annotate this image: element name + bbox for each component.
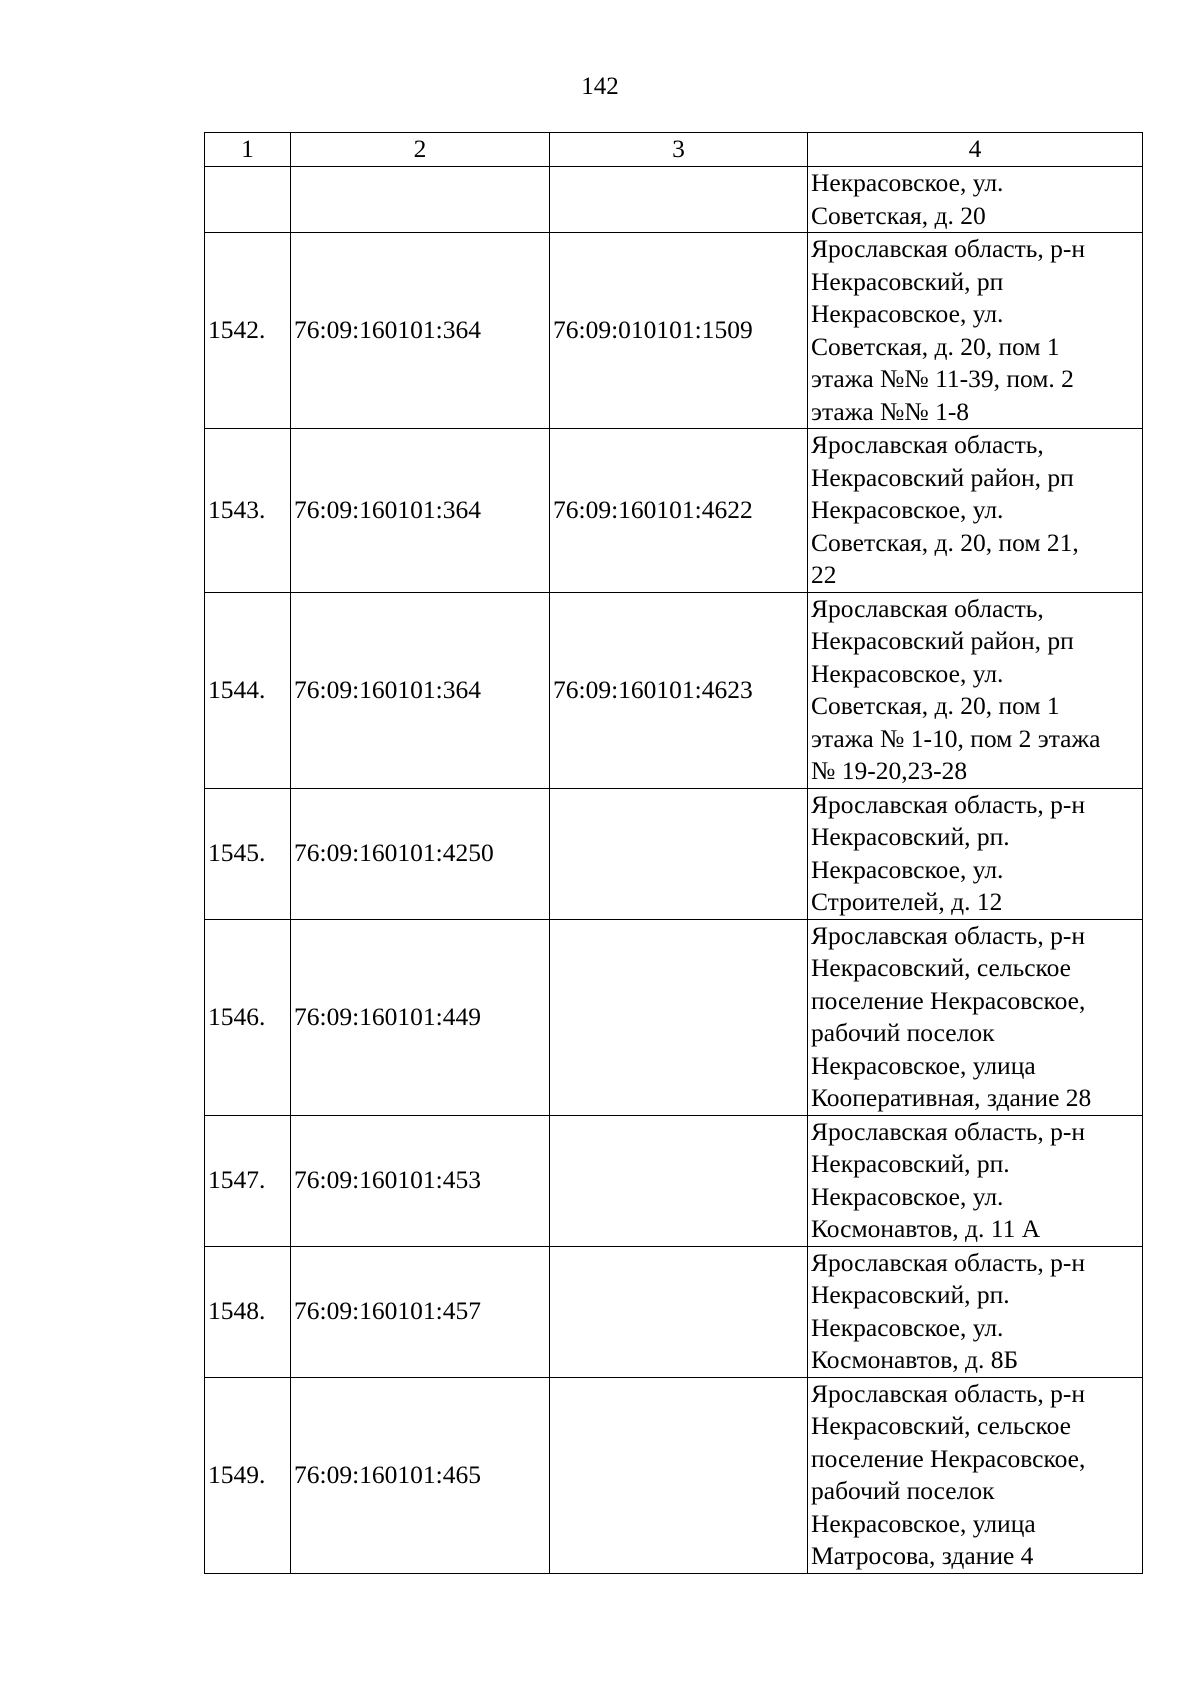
- cadastral-object-cell: 76:09:160101:4623: [550, 592, 808, 788]
- row-number-cell: 1544.: [205, 592, 291, 788]
- address-line: Ярославская область, р-н: [811, 1116, 1086, 1146]
- row-number-cell: [205, 167, 291, 233]
- row-number-cell: 1548.: [205, 1246, 291, 1377]
- header-col-3: 3: [550, 133, 808, 167]
- page-number: 142: [581, 73, 619, 100]
- cadastral-object-cell: [550, 1246, 808, 1377]
- address-line: Ярославская область, р-н: [811, 234, 1086, 263]
- cadastral-object-cell: [550, 788, 808, 919]
- address-line: Советская, д. 20, пом 1: [811, 331, 1060, 361]
- cadastral-object-cell: [550, 1377, 808, 1573]
- address-line: Некрасовское, ул.: [811, 495, 1004, 524]
- address-line: Некрасовское, ул.: [811, 299, 1004, 328]
- cadastral-parcel-cell: 76:09:160101:364: [291, 233, 550, 429]
- address-line: Некрасовское, ул.: [811, 1312, 1004, 1342]
- address-cell: [808, 592, 1143, 788]
- address-line: поселение Некрасовское,: [811, 985, 1086, 1015]
- table-row: [205, 429, 1143, 593]
- address-line: Некрасовский, сельское: [811, 953, 1071, 982]
- cadastral-object-cell: [550, 1115, 808, 1246]
- address-line: Некрасовский, рп.: [811, 1149, 1010, 1178]
- address-line: Некрасовское, ул.: [811, 168, 1004, 197]
- address-cell: [808, 919, 1143, 1115]
- address-line: Ярославская область, р-н: [811, 920, 1086, 950]
- address-line: Некрасовский, сельское: [811, 1411, 1071, 1440]
- header-col-2: 2: [291, 133, 550, 167]
- row-number-cell: 1543.: [205, 429, 291, 593]
- address-cell: [808, 167, 1143, 233]
- table-row: [205, 919, 1143, 1115]
- table-row: [205, 1377, 1143, 1573]
- address-line: Советская, д. 20, пом 1: [811, 691, 1060, 720]
- row-number-cell: 1542.: [205, 233, 291, 429]
- table-row: [205, 592, 1143, 788]
- address-line: Некрасовское, ул.: [811, 854, 1004, 884]
- address-line: Ярославская область, р-н: [811, 1378, 1086, 1408]
- table-row: [205, 233, 1143, 429]
- address-line: этажа № 1-10, пом 2 этажа: [811, 723, 1101, 753]
- cadastral-object-cell: 76:09:160101:4622: [550, 429, 808, 593]
- cadastral-parcel-cell: 76:09:160101:457: [291, 1246, 550, 1377]
- address-line: Некрасовский, рп.: [811, 1280, 1010, 1309]
- address-line: Ярославская область,: [811, 593, 1044, 623]
- cadastral-object-cell: [550, 167, 808, 233]
- table-row: [205, 167, 1143, 233]
- header-col-1: 1: [205, 133, 291, 167]
- address-line: Кооперативная, здание 28: [811, 1083, 1092, 1112]
- address-line: рабочий поселок: [811, 1018, 995, 1047]
- row-number-cell: 1545.: [205, 788, 291, 919]
- cadastral-object-cell: 76:09:010101:1509: [550, 233, 808, 429]
- table-body: [205, 167, 1143, 1574]
- address-line: Космонавтов, д. 8Б: [811, 1345, 1019, 1374]
- cadastral-parcel-cell: 76:09:160101:449: [291, 919, 550, 1115]
- table-row: [205, 1246, 1143, 1377]
- header-row: [205, 133, 1143, 167]
- address-line: Советская, д. 20: [811, 200, 986, 230]
- cadastral-parcel-cell: 76:09:160101:453: [291, 1115, 550, 1246]
- address-cell: [808, 1246, 1143, 1377]
- address-line: № 19-20,23-28: [811, 756, 968, 785]
- row-number-cell: 1549.: [205, 1377, 291, 1573]
- address-line: поселение Некрасовское,: [811, 1443, 1086, 1473]
- cadastral-parcel-cell: 76:09:160101:364: [291, 592, 550, 788]
- address-line: рабочий поселок: [811, 1476, 995, 1505]
- cadastral-parcel-cell: 76:09:160101:4250: [291, 788, 550, 919]
- address-cell: [808, 1377, 1143, 1573]
- address-cell: [808, 233, 1143, 429]
- table-header: [205, 133, 1143, 167]
- address-line: этажа №№ 11-39, пом. 2: [811, 364, 1074, 393]
- address-line: Ярославская область, р-н: [811, 1247, 1086, 1277]
- property-register-table: [204, 132, 1143, 1574]
- address-cell: [808, 429, 1143, 593]
- address-line: Ярославская область, р-н: [811, 789, 1086, 819]
- header-col-4: 4: [808, 133, 1143, 167]
- row-number-cell: 1547.: [205, 1115, 291, 1246]
- address-line: Некрасовский, рп: [811, 266, 1004, 296]
- address-line: Некрасовское, улица: [811, 1508, 1036, 1538]
- table-row: [205, 1115, 1143, 1246]
- table-row: [205, 788, 1143, 919]
- address-line: Некрасовское, ул.: [811, 1181, 1004, 1211]
- address-line: Некрасовский, рп.: [811, 822, 1010, 851]
- cadastral-parcel-cell: 76:09:160101:465: [291, 1377, 550, 1573]
- address-line: Некрасовское, улица: [811, 1050, 1036, 1080]
- address-cell: [808, 788, 1143, 919]
- address-line: Некрасовский район, рп: [811, 626, 1074, 655]
- address-line: Матросова, здание 4: [811, 1541, 1034, 1570]
- cadastral-parcel-cell: 76:09:160101:364: [291, 429, 550, 593]
- address-line: Некрасовское, ул.: [811, 658, 1004, 688]
- address-line: Ярославская область,: [811, 430, 1044, 459]
- address-line: Космонавтов, д. 11 А: [811, 1214, 1041, 1243]
- address-line: 22: [811, 560, 837, 589]
- cadastral-object-cell: [550, 919, 808, 1115]
- cadastral-parcel-cell: [291, 167, 550, 233]
- address-line: Советская, д. 20, пом 21,: [811, 527, 1079, 557]
- row-number-cell: 1546.: [205, 919, 291, 1115]
- address-line: Некрасовский район, рп: [811, 462, 1074, 492]
- address-cell: [808, 1115, 1143, 1246]
- address-line: этажа №№ 1-8: [811, 396, 970, 426]
- address-line: Строителей, д. 12: [811, 887, 1003, 916]
